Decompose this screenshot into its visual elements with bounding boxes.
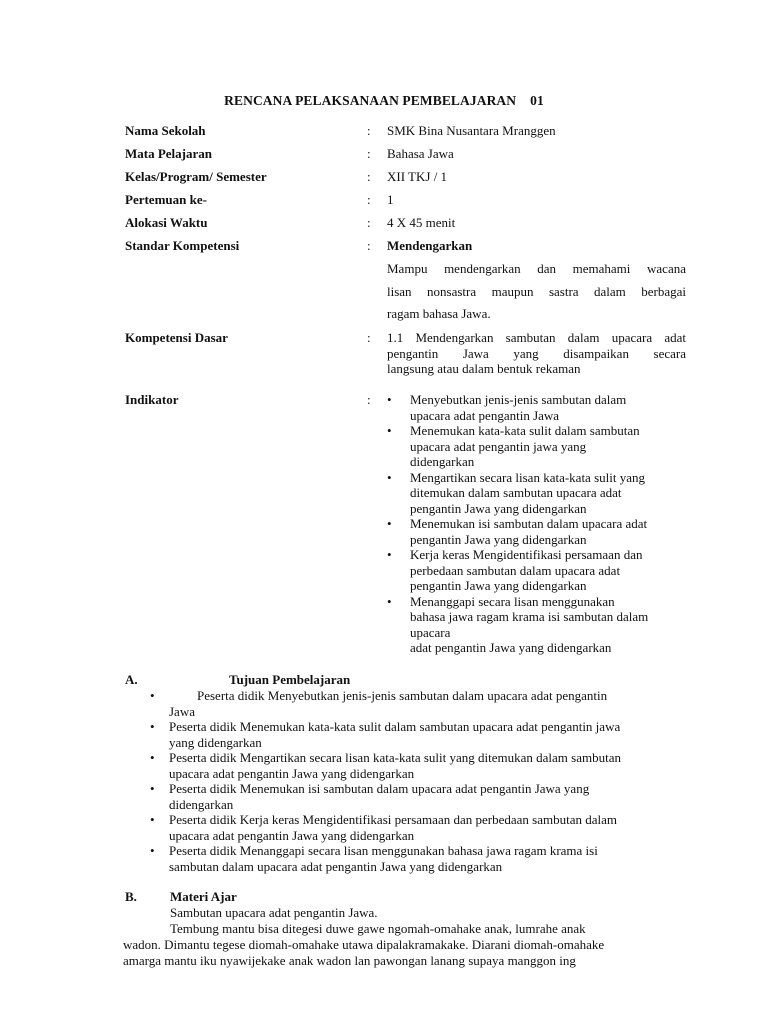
tujuan-item-line: Peserta didik Mengartikan secara lisan kata-kata sulit yang ditemukan dalam sambutan	[169, 750, 621, 765]
kompetensi-line: 1.1 Mendengarkan sambutan dalam upacara adat	[387, 330, 686, 345]
bullet-icon: •	[150, 843, 155, 858]
label-kelas: Kelas/Program/ Semester	[125, 169, 267, 184]
value-nama-sekolah: SMK Bina Nusantara Mranggen	[387, 123, 556, 138]
label-indikator: Indikator	[125, 392, 179, 407]
tujuan-item-line: yang didengarkan	[169, 734, 262, 750]
indikator-item-line: Kerja keras Mengidentifikasi persamaan dan	[410, 547, 643, 562]
indikator-item	[387, 547, 692, 594]
label-standar-kompetensi: Standar Kompetensi	[125, 238, 240, 253]
bullet-icon: •	[150, 719, 155, 734]
indikator-item-line: bahasa jawa ragam krama isi sambutan dalam	[410, 609, 649, 624]
value-kelas: XII TKJ / 1	[387, 169, 448, 184]
tujuan-item	[150, 719, 710, 750]
materi-line: Tembung mantu bisa ditegesi duwe gawe ngomah-omahake anak, lumrahe anak	[170, 921, 586, 936]
indikator-list	[387, 392, 692, 656]
tujuan-item-line: Peserta didik Menemukan kata-kata sulit dalam sambutan upacara adat pengantin jawa	[169, 719, 621, 734]
tujuan-item-line: Peserta didik Menemukan isi sambutan dalam upacara adat pengantin Jawa yang	[169, 781, 590, 796]
materi-body	[123, 905, 693, 969]
tujuan-item-line: upacara adat pengantin Jawa yang didengarkan	[169, 827, 415, 843]
tujuan-item-line: upacara adat pengantin Jawa yang didengarkan	[169, 765, 415, 781]
tujuan-item	[150, 688, 710, 719]
bullet-icon: •	[387, 516, 392, 531]
tujuan-item	[150, 781, 710, 812]
tujuan-item-line: Peserta didik Kerja keras Mengidentifikasi persamaan dan perbedaan sambutan dalam	[169, 812, 617, 827]
bullet-icon: •	[150, 688, 155, 703]
section-a-title: Tujuan Pembelajaran	[229, 672, 351, 687]
separator: :	[367, 169, 371, 184]
separator: :	[367, 123, 371, 138]
tujuan-item-line: Peserta didik Menanggapi secara lisan menggunakan bahasa jawa ragam krama isi	[169, 843, 598, 858]
kompetensi-line: langsung atau dalam bentuk rekaman	[387, 361, 581, 376]
indikator-item-line: ditemukan dalam sambutan upacara adat	[410, 485, 622, 500]
tujuan-item-line: Jawa	[169, 703, 195, 719]
indikator-item	[387, 516, 692, 547]
indikator-item-line: didengarkan	[410, 454, 475, 469]
indikator-item	[387, 423, 692, 470]
section-b-title: Materi Ajar	[170, 889, 237, 904]
separator: :	[367, 392, 371, 407]
tujuan-item-line: Peserta didik Menyebutkan jenis-jenis sambutan dalam upacara adat pengantin	[197, 688, 608, 703]
value-alokasi-waktu: 4 X 45 menit	[387, 215, 456, 230]
title-number: 01	[530, 93, 544, 108]
materi-line: wadon. Dimantu tegese diomah-omahake utawa dipalakramakake. Diarani diomah-omahake	[123, 937, 605, 952]
separator: :	[367, 238, 371, 253]
label-pertemuan: Pertemuan ke-	[125, 192, 207, 207]
indikator-item-line: Mengartikan secara lisan kata-kata sulit yang	[410, 469, 645, 485]
document-title	[0, 93, 768, 109]
bullet-icon: •	[387, 392, 392, 407]
indikator-item-line: upacara adat pengantin Jawa	[410, 407, 560, 423]
bullet-icon: •	[387, 423, 392, 438]
materi-line: Sambutan upacara adat pengantin Jawa.	[170, 905, 378, 920]
tujuan-item-line: sambutan dalam upacara adat pengantin Jawa yang didengarkan	[169, 858, 503, 874]
title-text: RENCANA PELAKSANAAN PEMBELAJARAN	[224, 93, 517, 108]
standar-line: ragam bahasa Jawa.	[387, 306, 491, 321]
label-mata-pelajaran: Mata Pelajaran	[125, 146, 213, 161]
indikator-item-line: pengantin Jawa yang didengarkan	[410, 500, 587, 516]
value-pertemuan: 1	[387, 192, 394, 207]
bullet-icon: •	[387, 593, 392, 609]
bullet-icon: •	[387, 547, 392, 562]
indikator-item-line: Menemukan isi sambutan dalam upacara adat	[410, 516, 648, 531]
tujuan-item-line: didengarkan	[169, 796, 234, 812]
bullet-icon: •	[150, 781, 155, 796]
kompetensi-line: pengantin Jawa yang disampaikan secara	[387, 346, 686, 361]
indikator-item-line: adat pengantin Jawa yang didengarkan	[410, 640, 612, 655]
indikator-item-line: Menemukan kata-kata sulit dalam sambutan	[410, 423, 640, 438]
label-nama-sekolah: Nama Sekolah	[125, 123, 206, 138]
separator: :	[367, 146, 371, 161]
indikator-item-line: perbedaan sambutan dalam upacara adat	[410, 562, 621, 578]
indikator-item-line: pengantin Jawa yang didengarkan	[410, 531, 587, 547]
indikator-item-line: pengantin Jawa yang didengarkan	[410, 578, 587, 593]
bullet-icon: •	[150, 812, 155, 827]
separator: :	[367, 192, 371, 207]
standar-line: lisan nonsastra maupun sastra dalam berbagai	[387, 284, 686, 299]
bullet-icon: •	[150, 750, 155, 765]
separator: :	[367, 330, 371, 345]
section-b-letter: B.	[125, 889, 137, 904]
indikator-item-line: upacara	[410, 624, 451, 640]
bullet-icon: •	[387, 469, 392, 485]
tujuan-list	[150, 688, 710, 874]
separator: :	[367, 215, 371, 230]
tujuan-item	[150, 750, 710, 781]
standar-line: Mampu mendengarkan dan memahami wacana	[387, 261, 686, 276]
indikator-item	[387, 470, 692, 517]
tujuan-item	[150, 812, 710, 843]
materi-line: amarga mantu iku nyawijekake anak wadon lan pawongan lanang supaya manggon ing	[123, 953, 576, 968]
indikator-item-line: Menyebutkan jenis-jenis sambutan dalam	[410, 392, 627, 407]
tujuan-item	[150, 843, 710, 874]
indikator-item-line: Menanggapi secara lisan menggunakan	[410, 593, 615, 609]
standar-heading: Mendengarkan	[387, 238, 473, 253]
label-alokasi-waktu: Alokasi Waktu	[125, 215, 208, 230]
value-mata-pelajaran: Bahasa Jawa	[387, 146, 454, 161]
indikator-item	[387, 594, 692, 656]
indikator-item	[387, 392, 692, 423]
label-kompetensi-dasar: Kompetensi Dasar	[125, 330, 228, 345]
indikator-item-line: upacara adat pengantin jawa yang	[410, 438, 587, 454]
section-a-letter: A.	[125, 672, 138, 687]
